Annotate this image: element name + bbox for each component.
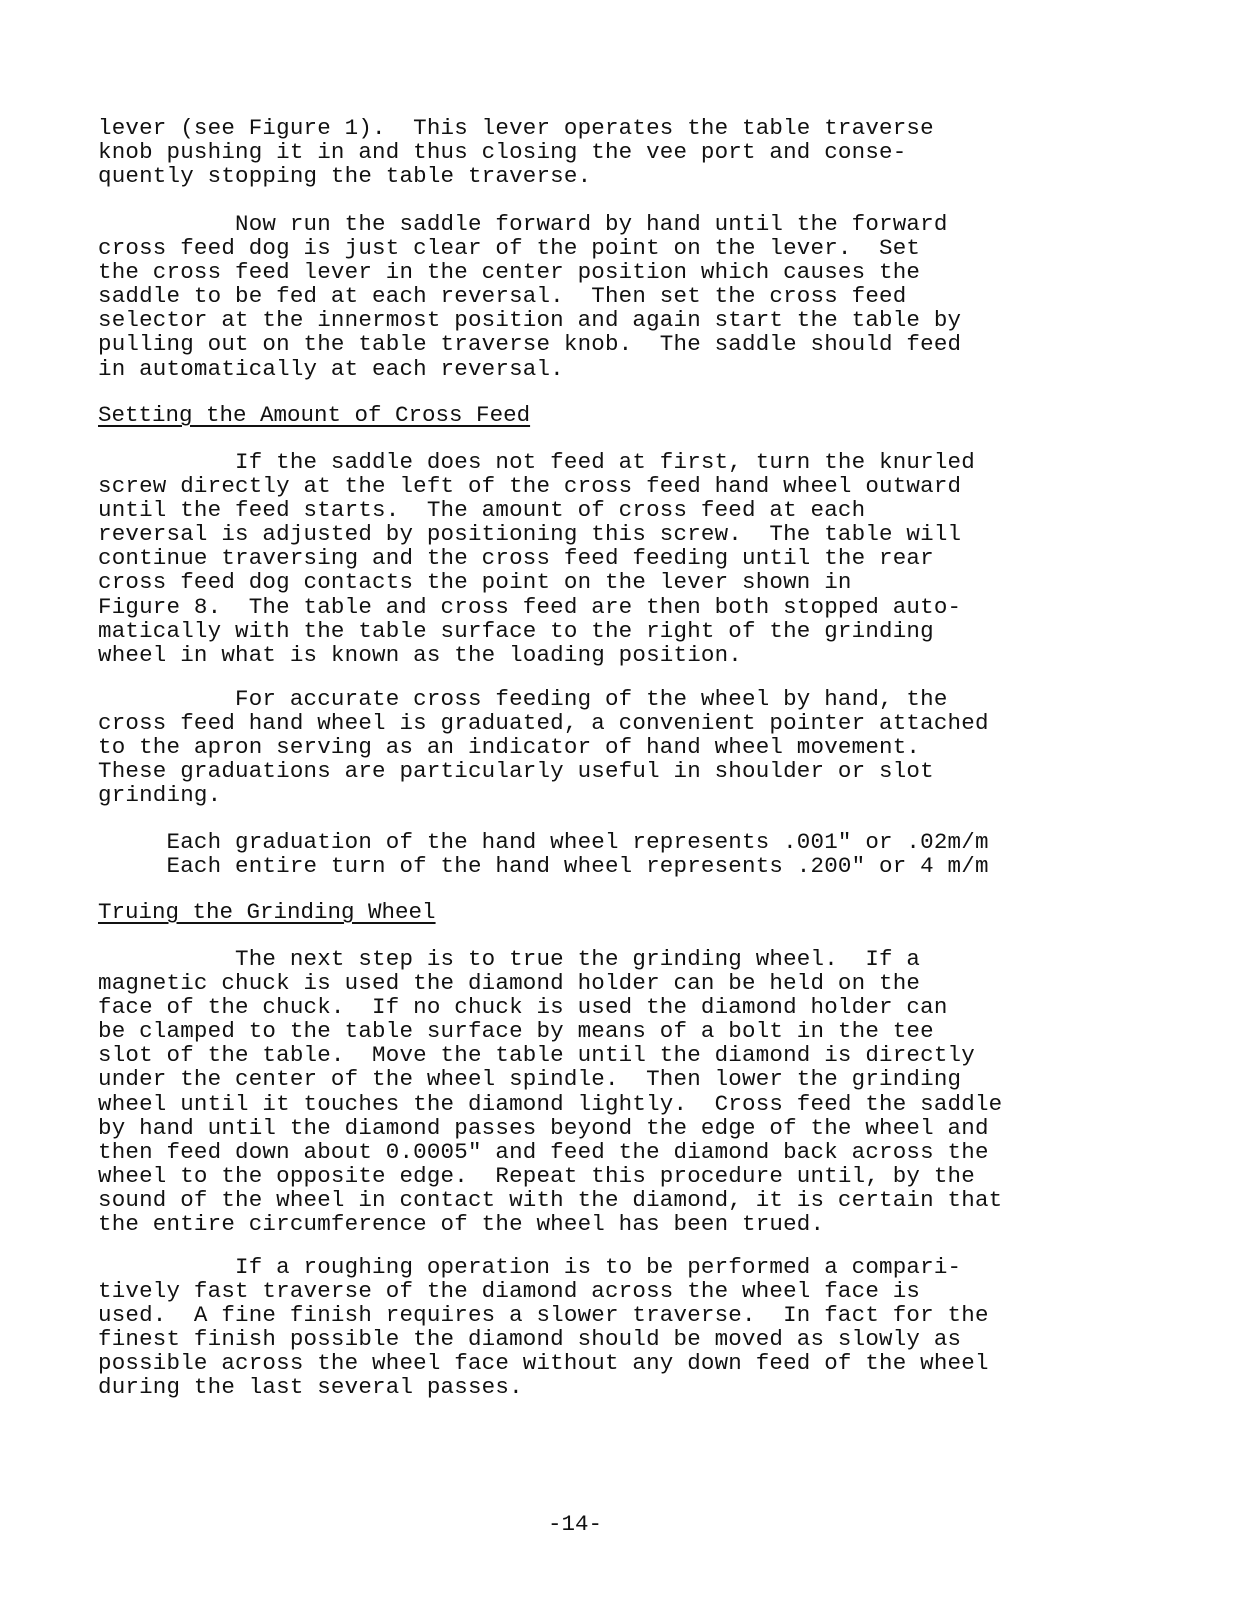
graduation-specs: Each graduation of the hand wheel represents .001" or .02m/m Each entire turn of the hand wheel represents .200" or 4 m/m bbox=[166, 829, 989, 880]
paragraph-saddle-forward: Now run the saddle forward by hand until the forward cross feed dog is just clear of the point on the lever. Set the cross feed lever in the center position which causes the saddle to be fed at each reversal. Then set the cross feed selector at the innermost position and again start the table by pulling out on the table traverse knob. The saddle should feed in automatically at each reversal. bbox=[98, 211, 962, 382]
paragraph-saddle-feed-adjust: If the saddle does not feed at first, turn the knurled screw directly at the left of the cross feed hand wheel outward until the feed starts. The amount of cross feed at each reversal is adjusted by positioning this screw. The table will continue traversing and the cross feed feeding until the rear cross feed dog contacts the point on the lever shown in Figure 8. The table and cross feed are then both stopped auto- matically with the table surface to the right of the grinding wheel in what is known as the loading position. bbox=[98, 449, 975, 668]
paragraph-accurate-cross-feeding: For accurate cross feeding of the wheel by hand, the cross feed hand wheel is graduated, a convenient pointer attached to the apron serving as an indicator of hand wheel movement. These graduations are particularly useful in shoulder or slot grinding. bbox=[98, 686, 989, 809]
paragraph-lever-continuation: lever (see Figure 1). This lever operates the table traverse knob pushing it in and thus closing the vee port and conse- quently stopping the table traverse. bbox=[98, 115, 934, 190]
heading-setting-cross-feed: Setting the Amount of Cross Feed bbox=[98, 402, 531, 428]
paragraph-roughing-operation: If a roughing operation is to be performed a compari- tively fast traverse of the diamond across the wheel face is used. A fine finish requires a slower traverse. In fact for the finest finish possible the diamond should be moved as slowly as possible across the wheel face without any down feed of the wheel during the last several passes. bbox=[98, 1254, 989, 1401]
heading-truing-wheel: Truing the Grinding Wheel bbox=[98, 899, 436, 925]
paragraph-true-grinding-wheel: The next step is to true the grinding wheel. If a magnetic chuck is used the diamond holder can be held on the face of the chuck. If no chuck is used the diamond holder can be clamped to the table surface by means of a bolt in the tee slot of the table. Move the table until the diamond is directly under the center of the wheel spindle. Then lower the grinding wheel until it touches the diamond lightly. Cross feed the saddle by hand until the diamond passes beyond the edge of the wheel and then feed down about 0.0005" and feed the diamond back across the wheel to the opposite edge. Repeat this procedure until, by the sound of the wheel in contact with the diamond, it is certain that the entire circumference of the wheel has been trued. bbox=[98, 946, 1003, 1238]
page-number: -14- bbox=[547, 1511, 602, 1537]
